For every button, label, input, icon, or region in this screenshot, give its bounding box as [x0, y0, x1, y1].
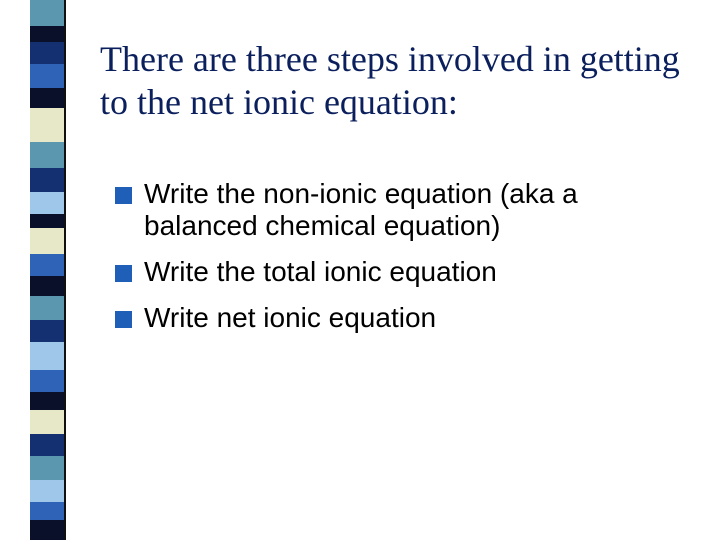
bullet-item	[112, 302, 692, 334]
stripe-segment	[30, 320, 66, 342]
stripe-segment	[30, 26, 66, 42]
stripe-segment	[30, 392, 66, 410]
bullet-text: Write net ionic equation	[144, 302, 437, 333]
bullet-item	[112, 178, 692, 242]
stripe-segment	[30, 502, 66, 520]
stripe-segment	[30, 192, 66, 214]
decorative-stripe-bar	[30, 0, 66, 540]
stripe-segment	[30, 108, 66, 142]
stripe-segment	[30, 342, 66, 370]
square-bullet-icon	[115, 311, 132, 328]
stripe-segment	[30, 410, 66, 434]
square-bullet-icon	[115, 187, 132, 204]
stripe-segment	[30, 228, 66, 254]
stripe-segment	[30, 480, 66, 502]
bullet-item	[112, 256, 692, 288]
stripe-segment	[30, 296, 66, 320]
stripe-edge-line	[64, 0, 66, 540]
stripe-segment	[30, 434, 66, 456]
stripe-segment	[30, 214, 66, 228]
stripe-segment	[30, 88, 66, 108]
bullet-text: Write the non-ionic equation (aka a balanced chemical equation)	[144, 178, 578, 241]
stripe-segment	[30, 520, 66, 540]
stripe-segment	[30, 276, 66, 296]
stripe-segment	[30, 254, 66, 276]
square-bullet-icon	[115, 265, 132, 282]
bullet-text: Write the total ionic equation	[144, 256, 497, 287]
stripe-segment	[30, 142, 66, 168]
stripe-segment	[30, 64, 66, 88]
stripe-segment	[30, 42, 66, 64]
stripe-segment	[30, 168, 66, 192]
stripe-segment	[30, 456, 66, 480]
bullet-list	[112, 178, 692, 348]
stripe-segment	[30, 370, 66, 392]
slide-title: There are three steps involved in getting to the net ionic equation:	[100, 39, 680, 122]
stripe-segment	[30, 0, 66, 26]
